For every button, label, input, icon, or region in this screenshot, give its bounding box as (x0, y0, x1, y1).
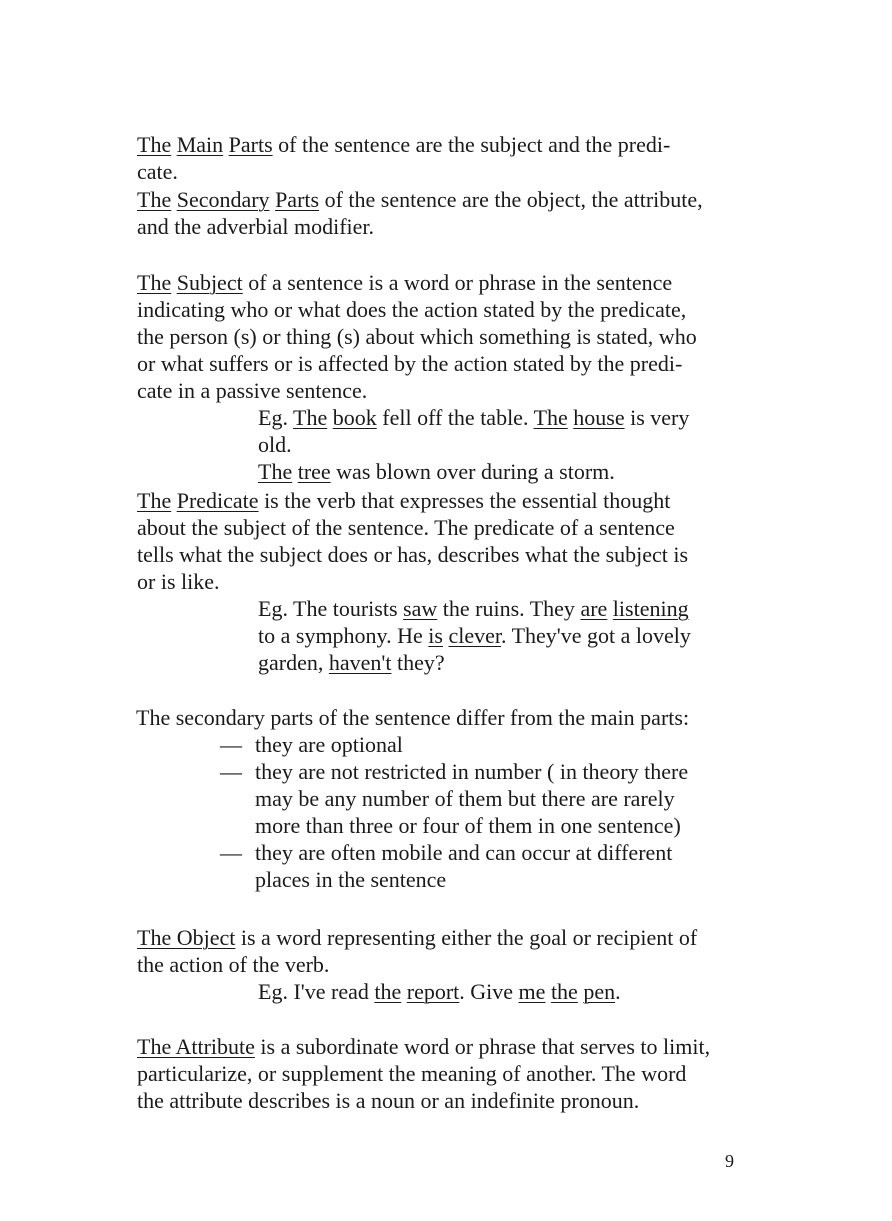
page-number: 9 (725, 1151, 734, 1171)
predicate-example: Eg. The tourists saw the ruins. They are listening (258, 596, 689, 621)
main-parts-paragraph: The Main Parts of the sentence are the subject and the predi- cate. (137, 132, 671, 184)
secondary-differ-paragraph: The secondary parts of the sentence differ from the main parts: — they are optional — they are not restricted in number ( in theory there may be any number of them but there are rarely more than three or four of them in one sentence) — they are often mobile and can occur at different places in the sentence (136, 704, 756, 893)
subject-example-1: Eg. The book fell off the table. The house is very (258, 405, 690, 430)
object-example: Eg. I've read the report. Give me the pen. (258, 979, 621, 1004)
term-object: The Object (137, 925, 236, 950)
list-item: — they are optional (220, 732, 403, 757)
subject-paragraph: The Subject of a sentence is a word or phrase in the sentence indicating who or what does the action stated by the predicate, the person (s) or thing (s) about which something is stated, who or what suffers or is affected by the action stated by the predi- cate in a passive sentence. Eg. The book fell off the table. The house is very old. The tree was blown over during a storm. (137, 269, 743, 485)
term-main: Main (176, 132, 224, 157)
term-the: The (137, 132, 172, 157)
term-the: The (137, 488, 172, 513)
term-parts: Parts (275, 187, 320, 212)
term-secondary: Secondary (176, 187, 270, 212)
term-predicate: Predicate (176, 488, 259, 513)
subject-example-2: The tree was blown over during a storm. (258, 459, 615, 484)
term-the: The (137, 270, 172, 295)
secondary-parts-paragraph: The Secondary Parts of the sentence are the object, the attribute, and the adverbial modifier. (137, 187, 703, 239)
list-item: — they are not restricted in number ( in theory there may be any number of them but there are rarely more than three or four of them in one sentence) (220, 759, 689, 838)
term-parts: Parts (228, 132, 273, 157)
list-item: — they are often mobile and can occur at different places in the sentence (220, 840, 673, 892)
term-attribute: The Attribute (137, 1034, 255, 1059)
attribute-paragraph: The Attribute is a subordinate word or phrase that serves to limit, particularize, or supplement the meaning of another. The word the attribute describes is a noun or an indefinite pronoun. (137, 1034, 711, 1113)
object-paragraph: The Object is a word representing either the goal or recipient of the action of the verb. Eg. I've read the report. Give me the pen. (137, 924, 743, 1005)
term-subject: Subject (176, 270, 243, 295)
term-the: The (137, 187, 172, 212)
predicate-paragraph: The Predicate is the verb that expresses the essential thought about the subject of the sentence. The predicate of a sentence tells what the subject does or has, describes what the subject is or is like. Eg. The tourists saw the ruins. They are listening to a symphony. He is clever. They've got a lovely garden, haven't they? (137, 487, 743, 676)
